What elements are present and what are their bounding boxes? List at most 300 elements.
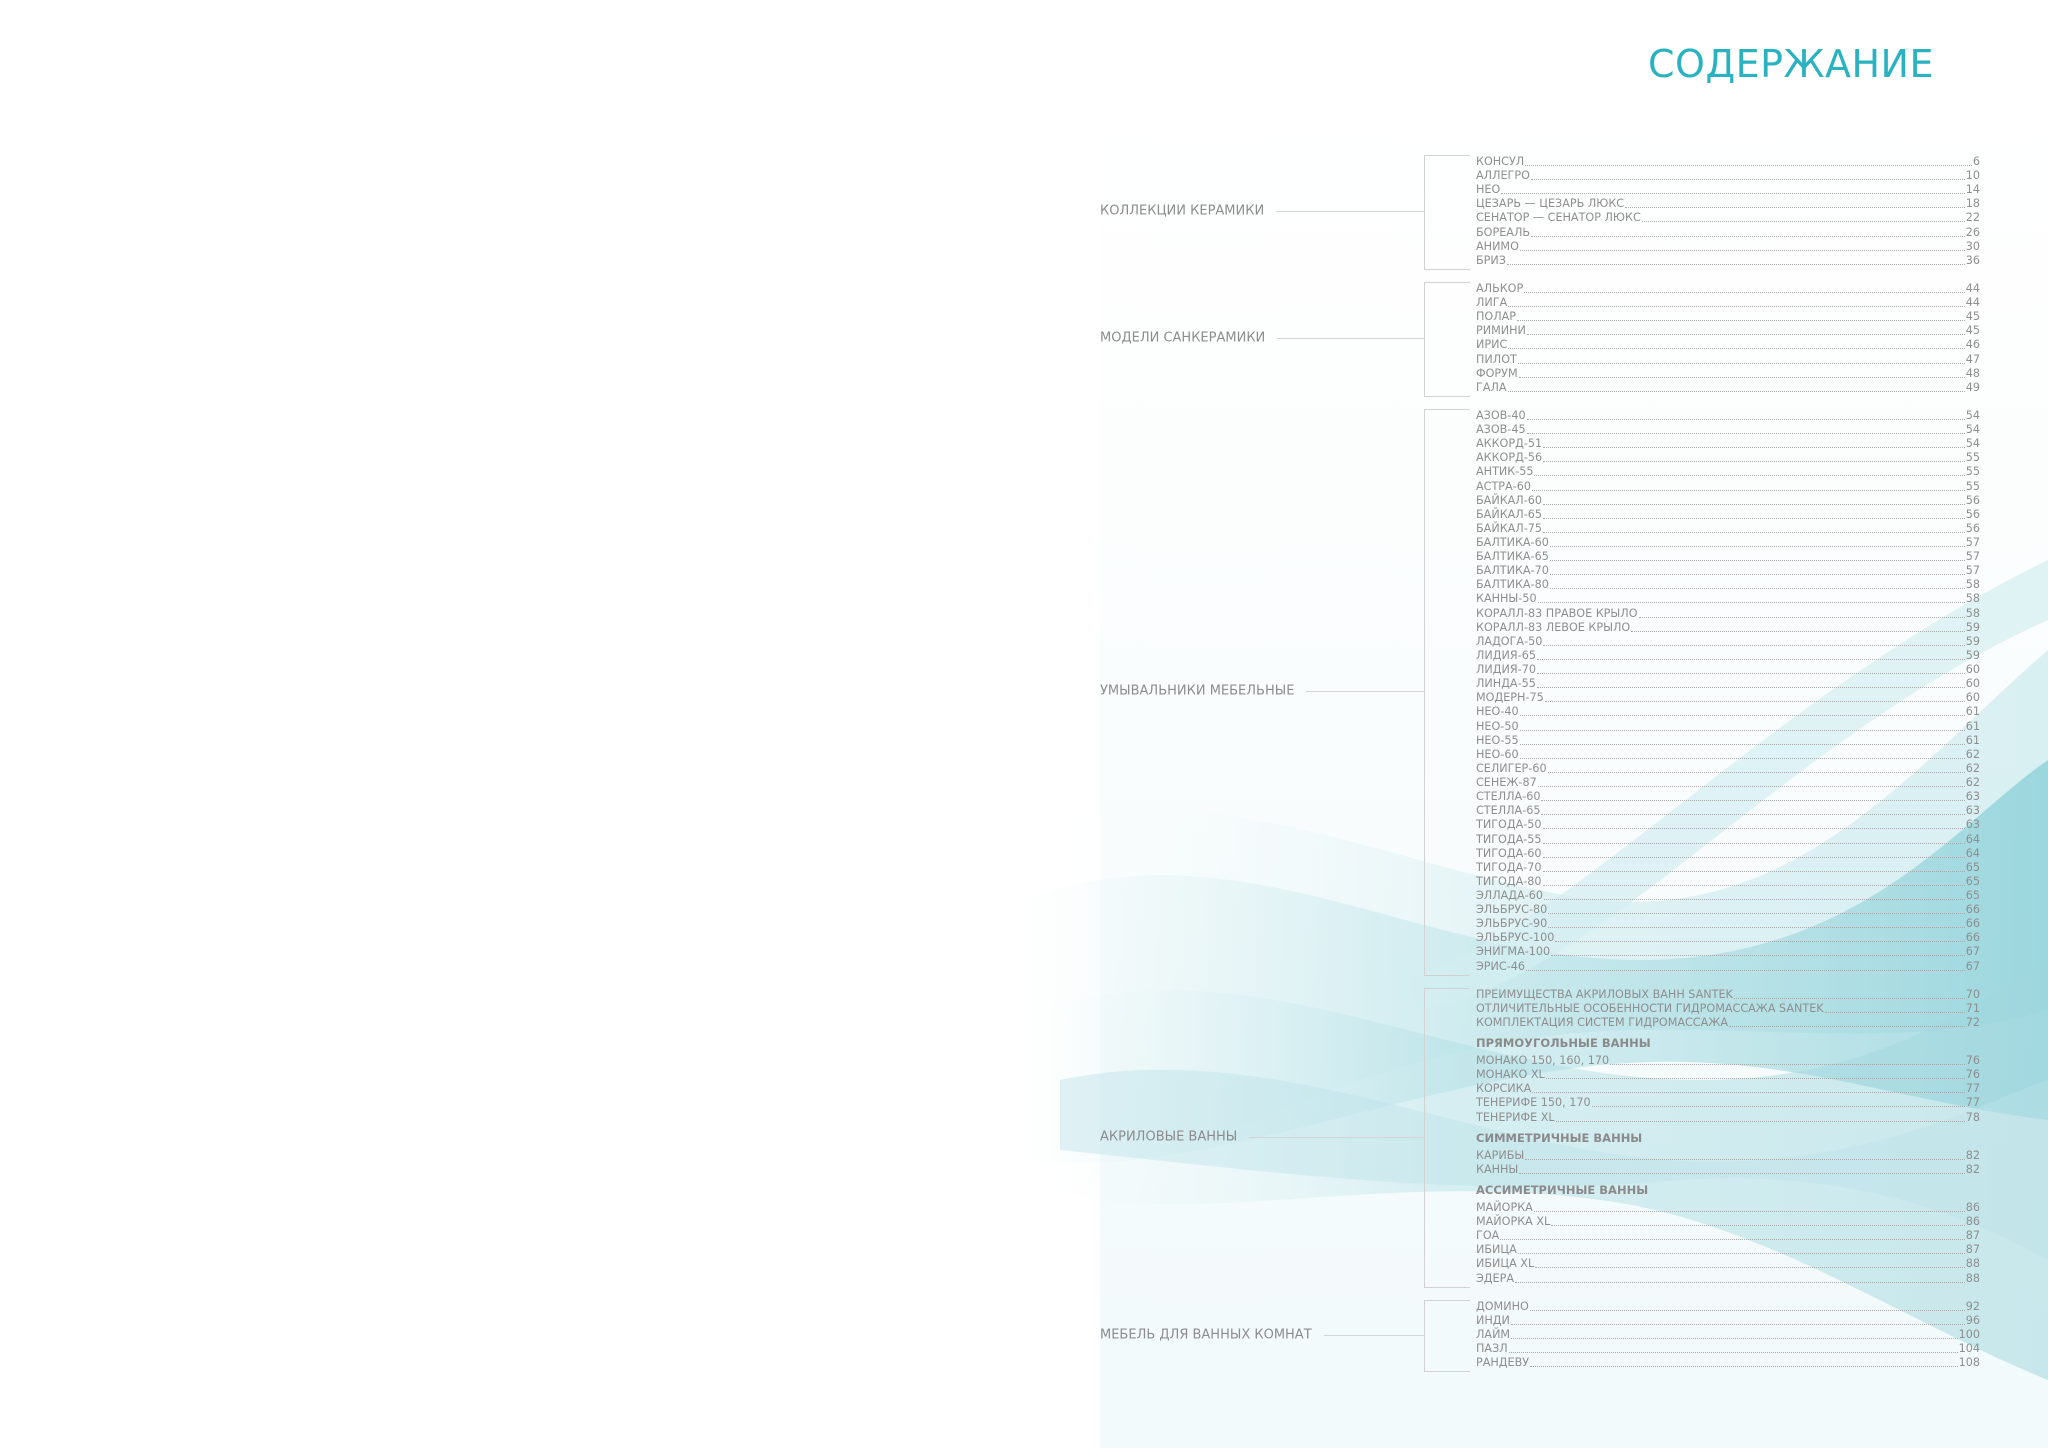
toc-entry-name: ОТЛИЧИТЕЛЬНЫЕ ОСОБЕННОСТИ ГИДРОМАССАЖА SANTEK <box>1476 1001 1824 1015</box>
dot-leader <box>1550 588 1965 589</box>
toc-entry-page: 59 <box>1965 634 1980 648</box>
toc-entry-name: АЛЛЕГРО <box>1476 169 1530 183</box>
toc-entry-page: 77 <box>1965 1096 1980 1110</box>
dot-leader <box>1515 1282 1965 1283</box>
toc-entry[interactable] <box>1476 748 1980 762</box>
section-bracket <box>1424 282 1470 397</box>
dot-leader <box>1548 772 1965 773</box>
dot-leader <box>1520 715 1965 716</box>
dot-leader <box>1541 800 1964 801</box>
toc-entry[interactable] <box>1476 818 1980 832</box>
dot-leader <box>1631 631 1965 632</box>
toc-entry-page: 57 <box>1965 550 1980 564</box>
dot-leader <box>1639 617 1965 618</box>
toc-entry-page: 60 <box>1965 677 1980 691</box>
dot-leader <box>1520 730 1965 731</box>
toc-entry-page: 47 <box>1965 352 1980 366</box>
toc-entry[interactable] <box>1476 592 1980 606</box>
toc-entry-name: КОМПЛЕКТАЦИЯ СИСТЕМ ГИДРОМАССАЖА <box>1476 1015 1728 1029</box>
toc-entry[interactable] <box>1476 1328 1980 1342</box>
toc-entry-page: 100 <box>1958 1327 1980 1341</box>
toc-entry[interactable] <box>1476 1243 1980 1257</box>
toc-entry[interactable] <box>1476 649 1980 663</box>
toc-entry-name: АЗОВ-40 <box>1476 408 1526 422</box>
toc-entry-page: 45 <box>1965 324 1980 338</box>
dot-leader <box>1508 306 1964 307</box>
toc-entry-page: 6 <box>1972 155 1980 168</box>
toc-entry-name: ФОРУМ <box>1476 366 1518 380</box>
dot-leader <box>1550 560 1965 561</box>
page-title: СОДЕРЖАНИЕ <box>1648 42 1934 86</box>
dot-leader <box>1519 377 1965 378</box>
toc-entry-page: 60 <box>1965 691 1980 705</box>
dot-leader <box>1511 1324 1965 1325</box>
toc-entry-name: ТИГОДА-50 <box>1476 818 1542 832</box>
dot-leader <box>1556 1121 1965 1122</box>
dot-leader <box>1509 1352 1958 1353</box>
toc-entry[interactable] <box>1476 155 1980 169</box>
toc-entry[interactable] <box>1476 1215 1980 1229</box>
dot-leader <box>1551 1225 1964 1226</box>
toc-entry-name: ТИГОДА-80 <box>1476 874 1542 888</box>
toc-entry-name: ПИЛОТ <box>1476 352 1517 366</box>
toc-entry-page: 55 <box>1965 479 1980 493</box>
toc-entry-name: ИРИС <box>1476 338 1508 352</box>
toc-entry[interactable] <box>1476 1082 1980 1096</box>
toc-entry-name: ЭЛЬБРУС-100 <box>1476 931 1555 945</box>
toc-entry-page: 63 <box>1965 818 1980 832</box>
toc-entry-page: 59 <box>1965 648 1980 662</box>
dot-leader <box>1535 1267 1965 1268</box>
toc-entry[interactable] <box>1476 847 1980 861</box>
dot-leader <box>1530 1310 1965 1311</box>
toc-entry-name: МАЙОРКА XL <box>1476 1215 1551 1229</box>
toc-entry[interactable] <box>1476 1016 1980 1030</box>
toc-entry-name: АЗОВ-45 <box>1476 423 1526 437</box>
toc-entry-page: 18 <box>1965 197 1980 211</box>
toc-entry[interactable] <box>1476 988 1980 1002</box>
toc-entry[interactable] <box>1476 1096 1980 1110</box>
toc-entry-name: ЭНИГМА-100 <box>1476 945 1551 959</box>
toc-entry-name: МОНАКО XL <box>1476 1068 1545 1082</box>
toc-entry-page: 44 <box>1965 296 1980 310</box>
toc-entry-page: 88 <box>1965 1271 1980 1285</box>
toc-entry-page: 58 <box>1965 606 1980 620</box>
toc-entry[interactable] <box>1476 254 1980 268</box>
toc-entry-name: КОРАЛЛ-83 ПРАВОЕ КРЫЛО <box>1476 606 1638 620</box>
toc-entry-page: 59 <box>1965 620 1980 634</box>
toc-entry[interactable] <box>1476 720 1980 734</box>
toc-entry-name: РАНДЕВУ <box>1476 1356 1530 1370</box>
dot-leader <box>1532 490 1965 491</box>
toc-entry[interactable] <box>1476 480 1980 494</box>
toc-entry[interactable] <box>1476 790 1980 804</box>
toc-entry[interactable] <box>1476 931 1980 945</box>
toc-entry-page: 44 <box>1965 281 1980 295</box>
toc-entry-page: 71 <box>1965 1001 1980 1015</box>
toc-entry[interactable] <box>1476 183 1980 197</box>
toc-entry[interactable] <box>1476 353 1980 367</box>
toc-entry-name: ЭЛЛАДА-60 <box>1476 889 1543 902</box>
dot-leader <box>1534 1211 1965 1212</box>
toc-entry[interactable] <box>1476 945 1980 959</box>
dot-leader <box>1520 758 1965 759</box>
dot-leader <box>1527 334 1965 335</box>
dot-leader <box>1543 828 1965 829</box>
toc-entry-page: 14 <box>1965 183 1980 197</box>
toc-entry-page: 66 <box>1965 931 1980 945</box>
toc-entry-name: АЛЬКОР <box>1476 281 1524 295</box>
toc-entry-page: 56 <box>1965 507 1980 521</box>
toc-entry-page: 92 <box>1965 1299 1980 1313</box>
toc-entry[interactable] <box>1476 903 1980 917</box>
toc-entry-page: 63 <box>1965 790 1980 804</box>
dot-leader <box>1543 857 1965 858</box>
dot-leader <box>1537 673 1965 674</box>
dot-leader <box>1524 292 1965 293</box>
dot-leader <box>1508 348 1964 349</box>
toc-entry[interactable] <box>1476 310 1980 324</box>
toc-entry-page: 82 <box>1965 1162 1980 1176</box>
dot-leader <box>1525 1159 1964 1160</box>
toc-entry-page: 60 <box>1965 663 1980 677</box>
section-label: МОДЕЛИ САНКЕРАМИКИ <box>1100 330 1266 346</box>
toc-entry-page: 82 <box>1965 1148 1980 1162</box>
toc-entry-page: 57 <box>1965 564 1980 578</box>
toc-entry[interactable] <box>1476 705 1980 719</box>
toc-entry-page: 26 <box>1965 225 1980 239</box>
section-connector <box>1306 691 1424 692</box>
toc-entry-name: ТЕНЕРИФЕ 150, 170 <box>1476 1096 1591 1110</box>
dot-leader <box>1543 885 1965 886</box>
dot-leader <box>1531 179 1965 180</box>
dot-leader <box>1541 814 1964 815</box>
toc-entry-name: ЛИДИЯ-70 <box>1476 663 1536 677</box>
section-connector <box>1276 211 1424 212</box>
toc-entry-page: 49 <box>1965 380 1980 394</box>
dot-leader <box>1610 1064 1965 1065</box>
toc-entry-page: 65 <box>1965 889 1980 902</box>
toc-entry[interactable] <box>1476 1272 1980 1286</box>
dot-leader <box>1531 236 1965 237</box>
toc-entry[interactable] <box>1476 508 1980 522</box>
toc-entry[interactable] <box>1476 536 1980 550</box>
toc-entry-page: 61 <box>1965 705 1980 719</box>
toc-entry[interactable] <box>1476 607 1980 621</box>
toc-entry-page: 76 <box>1965 1054 1980 1068</box>
toc-entry-name: БАЙКАЛ-60 <box>1476 493 1542 507</box>
section-label: МЕБЕЛЬ ДЛЯ ВАННЫХ КОМНАТ <box>1100 1327 1312 1343</box>
toc-entry-name: КАРИБЫ <box>1476 1148 1525 1162</box>
toc-entry-name: ИБИЦА <box>1476 1243 1517 1257</box>
toc-entry-page: 62 <box>1965 747 1980 761</box>
toc-entry[interactable] <box>1476 338 1980 352</box>
dot-leader <box>1555 941 1964 942</box>
toc-entry-page: 70 <box>1965 987 1980 1001</box>
toc-entry-name: ЭЛЬБРУС-80 <box>1476 903 1548 917</box>
toc-entry-page: 66 <box>1965 903 1980 917</box>
toc-entry[interactable] <box>1476 1149 1980 1163</box>
toc-entry[interactable] <box>1476 635 1980 649</box>
toc-entry-name: СЕЛИГЕР-60 <box>1476 761 1547 775</box>
dot-leader <box>1825 1012 1965 1013</box>
dot-leader <box>1548 913 1965 914</box>
dot-leader <box>1520 744 1965 745</box>
toc-entry-name: ПАЗЛ <box>1476 1342 1508 1355</box>
dot-leader <box>1500 1239 1964 1240</box>
toc-entry-page: 63 <box>1965 804 1980 818</box>
toc-entry-page: 36 <box>1965 253 1980 267</box>
dot-leader <box>1642 221 1965 222</box>
toc-entry-name: СТЕЛЛА-60 <box>1476 790 1541 804</box>
dot-leader <box>1537 687 1965 688</box>
toc-entry-name: БАЛТИКА-60 <box>1476 536 1549 549</box>
toc-entry-page: 64 <box>1965 832 1980 846</box>
dot-leader <box>1532 1092 1964 1093</box>
toc-entry-page: 56 <box>1965 493 1980 507</box>
toc-entry-name: ГАЛА <box>1476 380 1507 394</box>
toc-entry-name: СЕНАТОР — СЕНАТОР ЛЮКС <box>1476 211 1641 225</box>
dot-leader <box>1543 645 1964 646</box>
toc-entry[interactable] <box>1476 762 1980 776</box>
toc-entry[interactable] <box>1476 169 1980 183</box>
dot-leader <box>1543 461 1965 462</box>
toc-entry-page: 72 <box>1965 1015 1980 1029</box>
toc-entry-name: БОРЕАЛЬ <box>1476 225 1531 239</box>
dot-leader <box>1543 447 1965 448</box>
section-bracket <box>1424 988 1470 1288</box>
toc-entry-page: 78 <box>1965 1110 1980 1124</box>
toc-entry-name: ЛАДОГА-50 <box>1476 634 1543 648</box>
dot-leader <box>1519 1173 1964 1174</box>
toc-entry-name: ЛИГА <box>1476 296 1508 310</box>
dot-leader <box>1526 970 1965 971</box>
toc-entry[interactable] <box>1476 621 1980 635</box>
toc-entry[interactable] <box>1476 465 1980 479</box>
toc-entry[interactable] <box>1476 1002 1980 1016</box>
toc-entry-page: 46 <box>1965 338 1980 352</box>
toc-entry-name: ПОЛАР <box>1476 310 1517 324</box>
dot-leader <box>1501 193 1964 194</box>
toc-entry[interactable] <box>1476 889 1980 903</box>
dot-leader <box>1543 532 1965 533</box>
toc-entry[interactable] <box>1476 734 1980 748</box>
toc-entry-page: 108 <box>1958 1356 1980 1370</box>
toc-entry[interactable] <box>1476 367 1980 381</box>
toc-entry[interactable] <box>1476 324 1980 338</box>
toc-entry-name: ДОМИНО <box>1476 1299 1529 1313</box>
toc-entry-name: АНИМО <box>1476 239 1519 253</box>
toc-entry[interactable] <box>1476 494 1980 508</box>
dot-leader <box>1518 1253 1965 1254</box>
toc-entry-name: КАННЫ-50 <box>1476 592 1537 606</box>
toc-entry[interactable] <box>1476 677 1980 691</box>
toc-entry[interactable] <box>1476 691 1980 705</box>
toc-entry[interactable] <box>1476 960 1980 974</box>
section-label: КОЛЛЕКЦИИ КЕРАМИКИ <box>1100 203 1265 219</box>
toc-entry-name: КАННЫ <box>1476 1162 1519 1176</box>
dot-leader <box>1729 1026 1965 1027</box>
toc-entry-name: НЕО-55 <box>1476 733 1519 747</box>
toc-entry-page: 61 <box>1965 733 1980 747</box>
dot-leader <box>1511 1338 1958 1339</box>
toc-entry[interactable] <box>1476 1257 1980 1271</box>
toc-entry-name: БРИЗ <box>1476 253 1506 267</box>
toc-entry[interactable] <box>1476 1356 1980 1370</box>
dot-leader <box>1550 574 1965 575</box>
toc-entry-name: ТЕНЕРИФЕ XL <box>1476 1110 1555 1124</box>
toc-entry[interactable] <box>1476 1068 1980 1082</box>
dot-leader <box>1734 998 1965 999</box>
toc-entry[interactable] <box>1476 423 1980 437</box>
toc-entry-page: 10 <box>1965 169 1980 183</box>
toc-entry[interactable] <box>1476 437 1980 451</box>
toc-entry-name: НЕО-40 <box>1476 705 1519 719</box>
dot-leader <box>1543 504 1965 505</box>
toc-entry[interactable] <box>1476 550 1980 564</box>
dot-leader <box>1625 207 1965 208</box>
toc-entry-name: КОНСУЛ <box>1476 155 1525 168</box>
toc-entry-name: ЭДЕРА <box>1476 1271 1515 1285</box>
dot-leader <box>1525 165 1972 166</box>
dot-leader <box>1543 871 1965 872</box>
toc-entry-name: ЭРИС-46 <box>1476 959 1526 973</box>
toc-entry[interactable] <box>1476 1229 1980 1243</box>
toc-entry-page: 58 <box>1965 592 1980 606</box>
toc-entry-name: МОНАКО 150, 160, 170 <box>1476 1054 1610 1068</box>
toc-entry-page: 86 <box>1965 1215 1980 1229</box>
toc-entry-page: 96 <box>1965 1313 1980 1327</box>
toc-entry[interactable] <box>1476 381 1980 395</box>
toc-entry[interactable] <box>1476 1314 1980 1328</box>
dot-leader <box>1550 546 1965 547</box>
dot-leader <box>1548 927 1965 928</box>
toc-entry[interactable] <box>1476 451 1980 465</box>
toc-entry-name: АНТИК-55 <box>1476 465 1534 479</box>
toc-entry-name: КОРСИКА <box>1476 1082 1532 1096</box>
toc-entry[interactable] <box>1476 663 1980 677</box>
section-connector <box>1249 1137 1424 1138</box>
toc-entry-page: 58 <box>1965 578 1980 592</box>
section-label: УМЫВАЛЬНИКИ МЕБЕЛЬНЫЕ <box>1100 683 1295 699</box>
toc-entry[interactable] <box>1476 917 1980 931</box>
toc-entry[interactable] <box>1476 197 1980 211</box>
toc-entry-name: ИБИЦА XL <box>1476 1257 1535 1271</box>
dot-leader <box>1544 899 1965 900</box>
toc-entry[interactable] <box>1476 1111 1980 1125</box>
dot-leader <box>1545 701 1965 702</box>
section-connector <box>1277 338 1424 339</box>
section-bracket <box>1424 1300 1470 1373</box>
toc-entry[interactable] <box>1476 564 1980 578</box>
toc-entry[interactable] <box>1476 240 1980 254</box>
toc-entry[interactable] <box>1476 776 1980 790</box>
toc-entry-name: РИМИНИ <box>1476 324 1526 338</box>
toc-entry-page: 77 <box>1965 1082 1980 1096</box>
toc-entry-page: 54 <box>1965 423 1980 437</box>
toc-entry-name: БАЛТИКА-70 <box>1476 564 1549 578</box>
dot-leader <box>1517 320 1965 321</box>
toc-entry[interactable] <box>1476 804 1980 818</box>
toc-entry-page: 62 <box>1965 761 1980 775</box>
toc-group-heading: СИММЕТРИЧНЫЕ ВАННЫ <box>1476 1130 1643 1145</box>
toc-entry-name: БАЛТИКА-65 <box>1476 550 1549 564</box>
toc-entry[interactable] <box>1476 578 1980 592</box>
toc-entry-name: БАЙКАЛ-65 <box>1476 507 1542 521</box>
section-bracket <box>1424 155 1470 270</box>
dot-leader <box>1530 1366 1958 1367</box>
toc-entry-page: 87 <box>1965 1229 1980 1243</box>
toc-entry[interactable] <box>1476 282 1980 296</box>
toc-entry-name: СЕНЕЖ-87 <box>1476 776 1537 790</box>
toc-entry-page: 67 <box>1965 959 1980 973</box>
toc-entry[interactable] <box>1476 1054 1980 1068</box>
toc-entry-name: МОДЕРН-75 <box>1476 691 1544 705</box>
toc-entry-page: 30 <box>1965 239 1980 253</box>
toc-entry[interactable] <box>1476 833 1980 847</box>
toc-entry-name: БАЛТИКА-80 <box>1476 578 1549 592</box>
toc-entry-page: 88 <box>1965 1257 1980 1271</box>
toc-entry-name: ИНДИ <box>1476 1313 1510 1327</box>
toc-entry[interactable] <box>1476 522 1980 536</box>
toc-entry[interactable] <box>1476 211 1980 225</box>
toc-entry-page: 22 <box>1965 211 1980 225</box>
toc-entry-name: ЛИНДА-55 <box>1476 677 1536 691</box>
toc-entry-name: НЕО-60 <box>1476 747 1519 761</box>
toc-entry-name: АККОРД-56 <box>1476 451 1543 465</box>
dot-leader <box>1507 264 1965 265</box>
toc-entry-name: СТЕЛЛА-65 <box>1476 804 1541 818</box>
dot-leader <box>1592 1106 1965 1107</box>
toc-entry-page: 86 <box>1965 1200 1980 1214</box>
toc-entry[interactable] <box>1476 875 1980 889</box>
toc-entry-page: 87 <box>1965 1243 1980 1257</box>
toc-entry[interactable] <box>1476 409 1980 423</box>
dot-leader <box>1546 1078 1965 1079</box>
toc-entry-name: ЛАЙМ <box>1476 1327 1511 1341</box>
toc-entry-page: 45 <box>1965 310 1980 324</box>
toc-entry-page: 48 <box>1965 366 1980 380</box>
toc-entry-name: ЭЛЬБРУС-90 <box>1476 917 1548 931</box>
toc-entry[interactable] <box>1476 296 1980 310</box>
dot-leader <box>1543 843 1965 844</box>
toc-entry[interactable] <box>1476 1163 1980 1177</box>
toc-entry[interactable] <box>1476 1201 1980 1215</box>
toc-entry-name: КОРАЛЛ-83 ЛЕВОЕ КРЫЛО <box>1476 620 1631 634</box>
toc-entry-name: ГОА <box>1476 1229 1500 1243</box>
toc-entry-page: 65 <box>1965 860 1980 874</box>
dot-leader <box>1543 518 1965 519</box>
toc-entry-name: ЦЕЗАРЬ — ЦЕЗАРЬ ЛЮКС <box>1476 197 1625 211</box>
toc-entry[interactable] <box>1476 861 1980 875</box>
toc-entry[interactable] <box>1476 1300 1980 1314</box>
toc-entry-page: 62 <box>1965 776 1980 790</box>
toc-entry-name: АККОРД-51 <box>1476 437 1543 451</box>
dot-leader <box>1527 419 1965 420</box>
toc-group-heading: АССИМЕТРИЧНЫЕ ВАННЫ <box>1476 1182 1649 1197</box>
toc-entry-name: ТИГОДА-60 <box>1476 846 1542 860</box>
toc-entry-name: ПРЕИМУЩЕСТВА АКРИЛОВЫХ ВАНН SANTEK <box>1476 987 1733 1001</box>
toc-entry-page: 104 <box>1958 1342 1980 1355</box>
dot-leader <box>1551 955 1965 956</box>
toc-entry-page: 56 <box>1965 521 1980 535</box>
toc-entry-page: 54 <box>1965 408 1980 422</box>
toc-entry-name: МАЙОРКА <box>1476 1200 1533 1214</box>
toc-entry[interactable] <box>1476 226 1980 240</box>
toc-entry-page: 55 <box>1965 465 1980 479</box>
toc-entry[interactable] <box>1476 1342 1980 1356</box>
dot-leader <box>1538 602 1965 603</box>
